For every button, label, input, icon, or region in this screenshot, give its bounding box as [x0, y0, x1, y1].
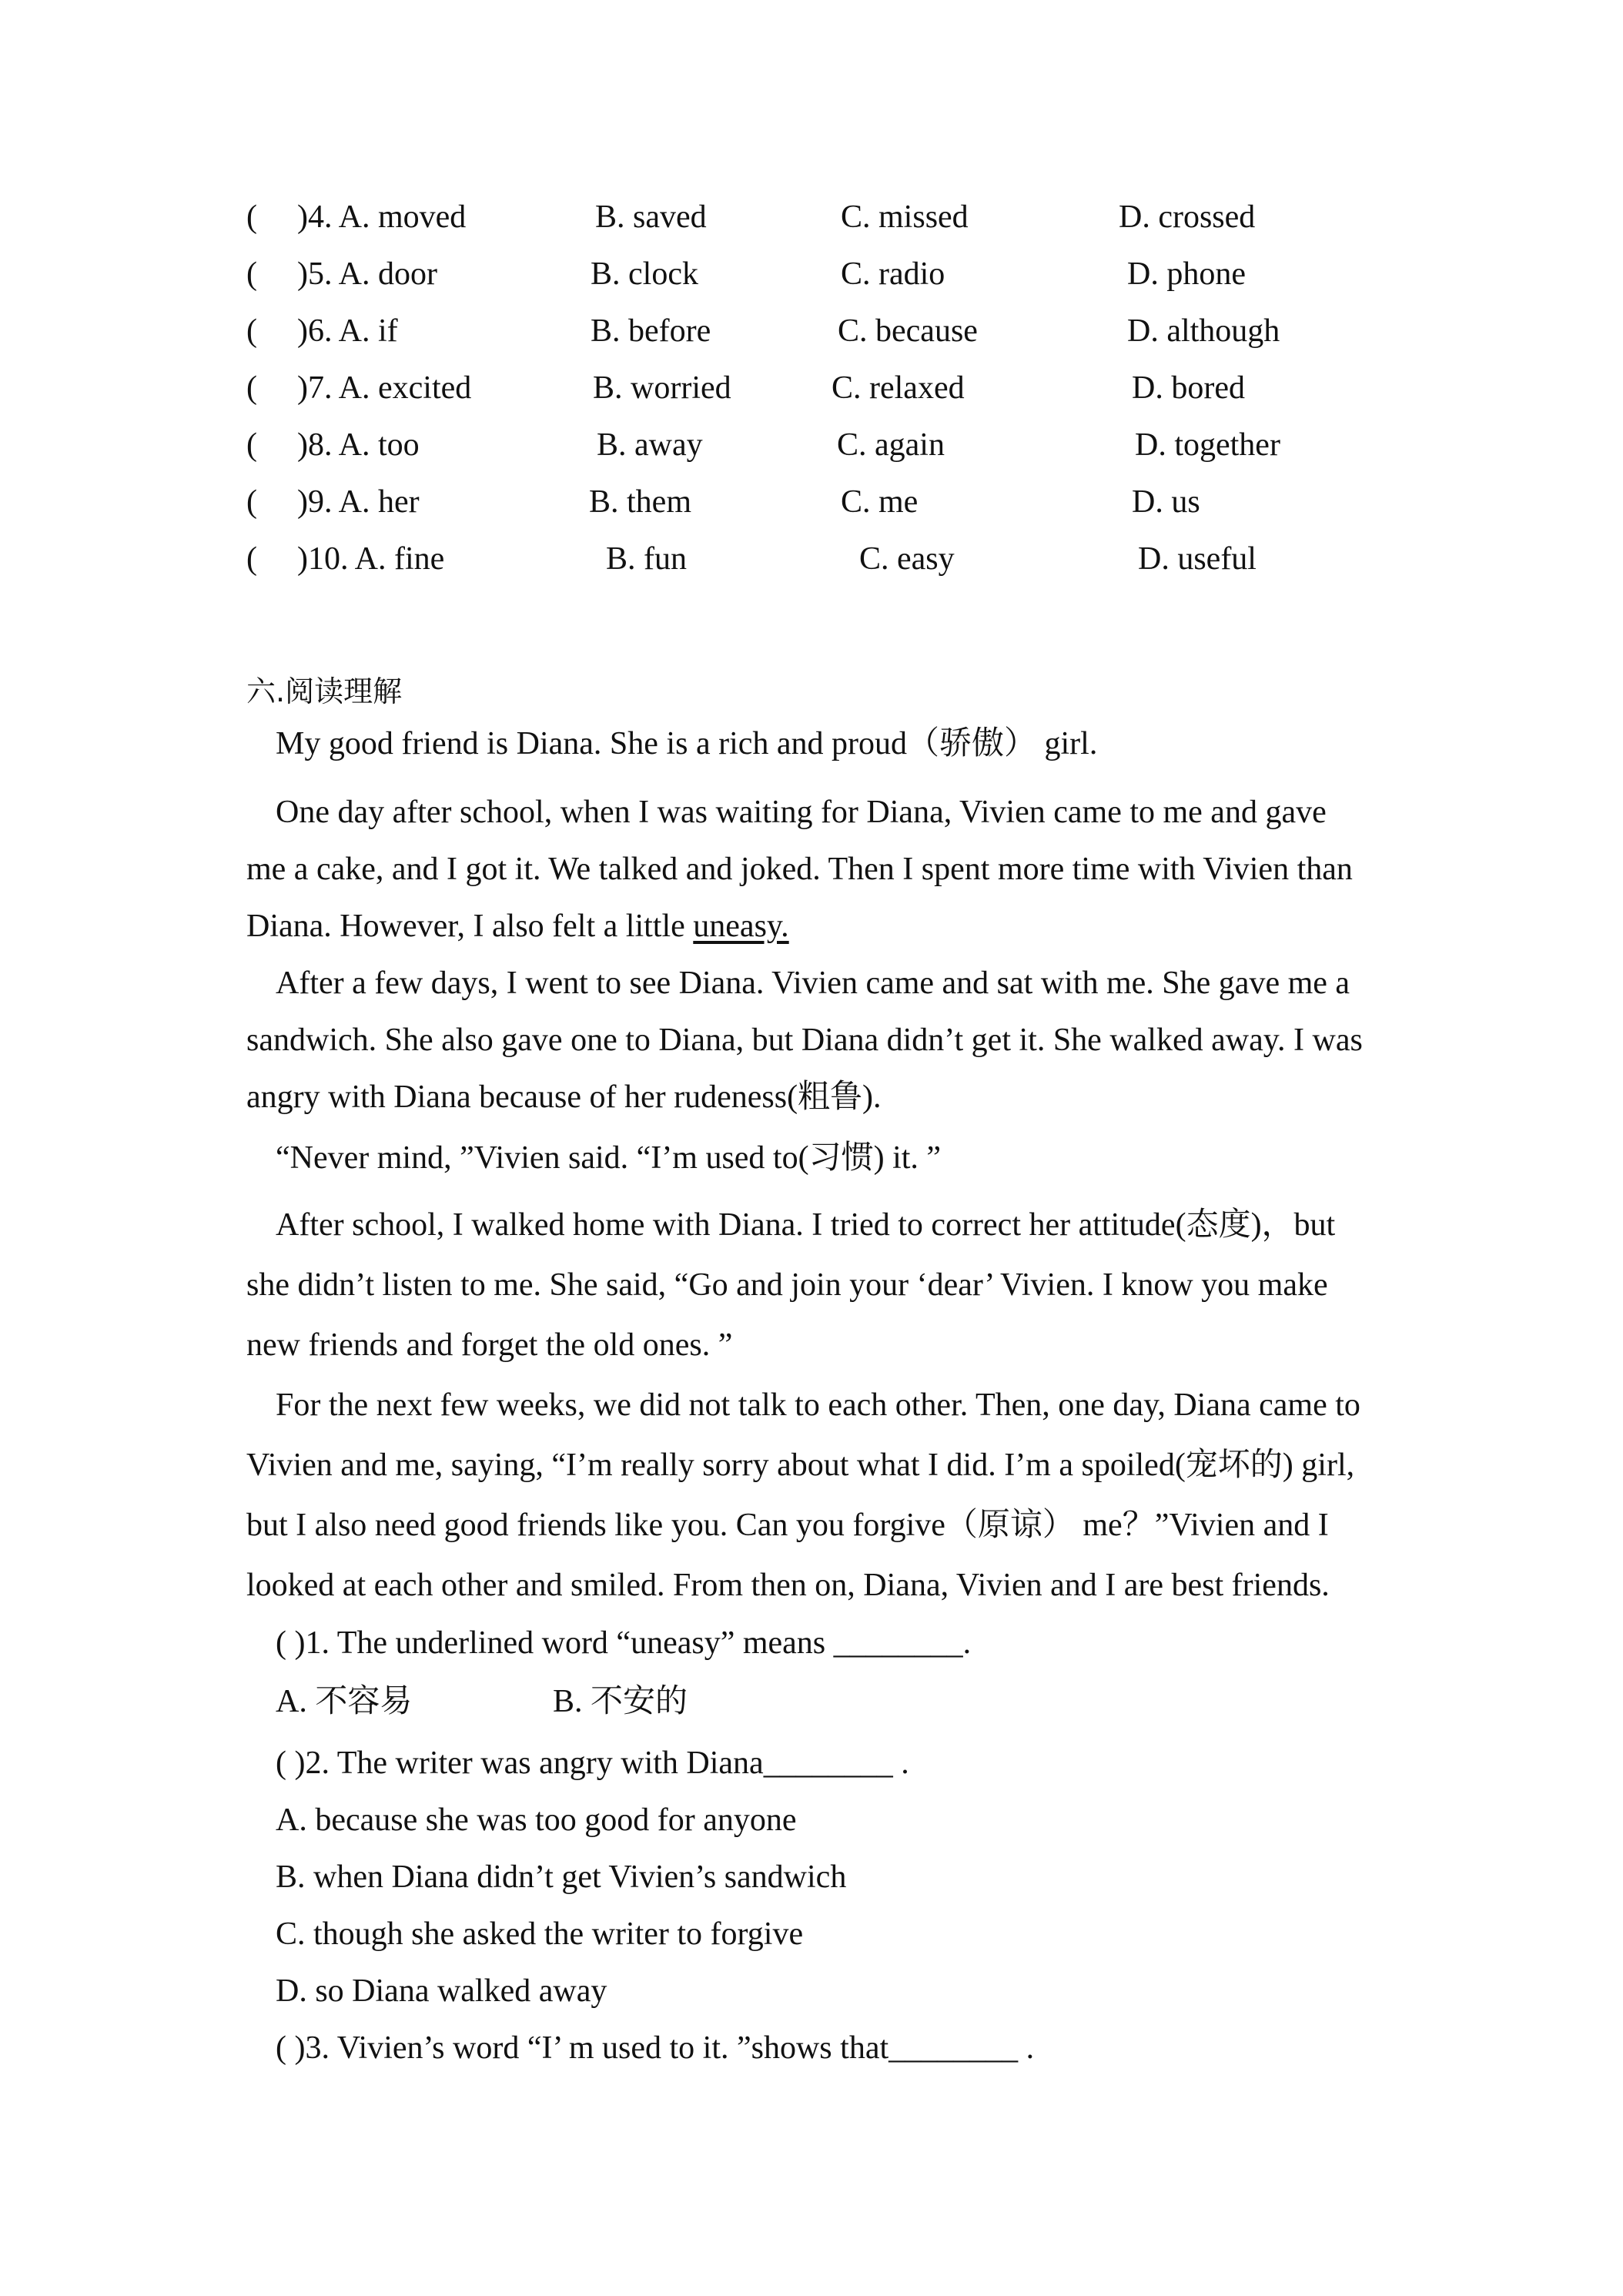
option-a: )7. A. excited [297, 370, 472, 406]
option-d: D. bored [1132, 370, 1245, 406]
option-d: D. useful [1138, 541, 1257, 577]
option-b: B. them [589, 484, 691, 520]
passage-line: My good friend is Diana. She is a rich and proud（骄傲） girl. [276, 726, 1098, 761]
passage-line: After a few days, I went to see Diana. Vivien came and sat with me. She gave me a [276, 966, 1350, 1001]
question-2-choice-a: A. because she was too good for anyone [276, 1802, 797, 1838]
question-1: ( )1. The underlined word “uneasy” means ________. [276, 1625, 972, 1661]
passage-line: but I also need good friends like you. Can you forgive（原谅） me？”Vivien and I [246, 1508, 1329, 1543]
question-2-choice-c: C. though she asked the writer to forgive [276, 1916, 804, 1952]
answer-paren: ( [246, 199, 257, 235]
option-a: )8. A. too [297, 427, 420, 463]
choice-b: B. 不安的 [553, 1684, 688, 1719]
option-c: C. because [838, 313, 978, 349]
choice-a: A. 不容易 [276, 1684, 413, 1719]
option-row-6 [0, 308, 1623, 354]
option-d: D. phone [1127, 256, 1246, 292]
option-d: D. although [1127, 313, 1280, 349]
answer-paren: ( [246, 313, 257, 349]
question-3: ( )3. Vivien’s word “I’ m used to it. ”shows that________ . [276, 2030, 1035, 2066]
option-d: D. us [1132, 484, 1200, 520]
option-row-5 [0, 251, 1623, 297]
passage-p4 [246, 1135, 1390, 1181]
passage-p2 [246, 784, 1390, 955]
option-c: C. missed [841, 199, 969, 235]
passage-line: me a cake, and I got it. We talked and joked. Then I spent more time with Vivien than [246, 852, 1353, 887]
answer-paren: ( [246, 427, 257, 463]
passage-p3 [246, 955, 1390, 1126]
option-c: C. radio [841, 256, 945, 292]
option-row-10 [0, 536, 1623, 582]
passage-text: Diana. However, I also felt a little [246, 909, 694, 944]
question-2: ( )2. The writer was angry with Diana________ . [276, 1745, 909, 1781]
question-1-choices [276, 1678, 688, 1725]
option-d: D. crossed [1119, 199, 1256, 235]
option-b: B. clock [591, 256, 698, 292]
option-c: C. easy [859, 541, 955, 577]
answer-paren: ( [246, 256, 257, 292]
passage-line: she didn’t listen to me. She said, “Go and join your ‘dear’ Vivien. I know you make [246, 1267, 1328, 1303]
passage-line: “Never mind, ”Vivien said. “I’m used to(习惯) it. ” [276, 1140, 942, 1176]
option-row-7 [0, 365, 1623, 411]
option-b: B. away [597, 427, 703, 463]
passage-line [246, 898, 1390, 955]
answer-paren: ( [246, 484, 257, 520]
option-row-4 [0, 194, 1623, 240]
option-a: )5. A. door [297, 256, 437, 292]
passage-line: sandwich. She also gave one to Diana, but Diana didn’t get it. She walked away. I was [246, 1022, 1363, 1058]
section-title: 六.阅读理解 [246, 674, 403, 708]
passage-p5 [246, 1195, 1390, 1375]
question-2-choice-d: D. so Diana walked away [276, 1973, 607, 2009]
option-b: B. worried [593, 370, 731, 406]
option-c: C. again [837, 427, 945, 463]
option-c: C. relaxed [832, 370, 965, 406]
option-a: )10. A. fine [297, 541, 445, 577]
passage-line: After school, I walked home with Diana. I tried to correct her attitude(态度)，but [276, 1207, 1336, 1243]
passage-line: For the next few weeks, we did not talk to each other. Then, one day, Diana came to [276, 1387, 1360, 1423]
answer-paren: ( [246, 541, 257, 577]
passage-p6 [246, 1375, 1390, 1615]
option-a: )9. A. her [297, 484, 420, 520]
option-b: B. fun [606, 541, 687, 577]
underlined-word: uneasy. [693, 909, 789, 944]
option-row-9 [0, 479, 1623, 525]
option-b: B. before [591, 313, 711, 349]
passage-p1 [246, 721, 1390, 767]
option-row-8 [0, 422, 1623, 468]
option-a: )4. A. moved [297, 199, 467, 235]
passage-line: new friends and forget the old ones. ” [246, 1327, 733, 1363]
passage-line: One day after school, when I was waiting for Diana, Vivien came to me and gave [276, 795, 1327, 830]
question-2-choice-b: B. when Diana didn’t get Vivien’s sandwich [276, 1859, 847, 1895]
option-d: D. together [1135, 427, 1280, 463]
option-c: C. me [841, 484, 919, 520]
option-b: B. saved [595, 199, 707, 235]
passage-line: angry with Diana because of her rudeness(粗鲁). [246, 1079, 882, 1115]
option-a: )6. A. if [297, 313, 398, 349]
passage-line: Vivien and me, saying, “I’m really sorry about what I did. I’m a spoiled(宠坏的) girl, [246, 1448, 1355, 1483]
answer-paren: ( [246, 370, 257, 406]
passage-line: looked at each other and smiled. From then on, Diana, Vivien and I are best friends. [246, 1568, 1330, 1603]
